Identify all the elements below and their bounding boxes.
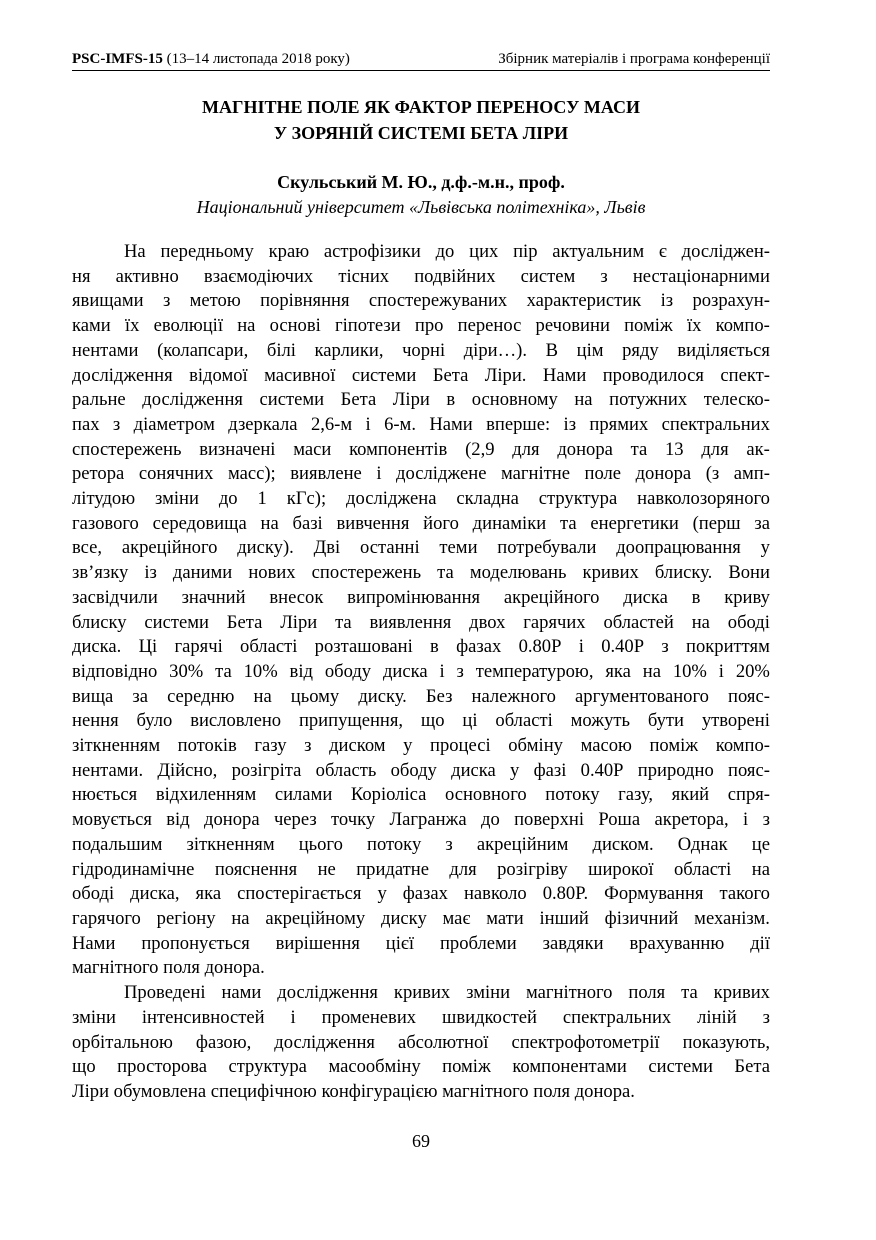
conference-info [72, 50, 350, 68]
paragraph [72, 240, 770, 981]
text-line: зміни інтенсивностей і променевих швидкостей спектральних ліній з [72, 1006, 770, 1028]
paper-title-line-1: МАГНІТНЕ ПОЛЕ ЯК ФАКТОР ПЕРЕНОСУ МАСИ [202, 97, 640, 117]
text-line: диска. Ці гарячі області розташовані в фазах 0.80P і 0.40P з покриттям [72, 636, 770, 658]
text-line: спостережень визначені маси компонентів (2,9 для донора та 13 для ак- [72, 438, 770, 460]
text-line: зв’язку із даними нових спостережень та моделювань кривих блиску. Вони [72, 562, 770, 584]
text-line: вища за середню на цьому диску. Без належного аргументованого пояс- [72, 685, 770, 707]
text-line: пах з діаметром дзеркала 2,6-м і 6-м. Нами вперше: із прямих спектральних [72, 413, 770, 435]
text-line: подальшим зіткненням цього потоку з акреційним диском. Однак це [72, 833, 770, 855]
author-line: Скульський М. Ю., д.ф.-м.н., проф. [277, 172, 565, 192]
text-line: нентами. Дійсно, розігріта область ободу диска у фазі 0.40P природно пояс- [72, 759, 770, 781]
text-line: гарячого регіону на акреційному диску має мати інший фізичний механізм. [72, 907, 770, 929]
text-line: Нами пропонується вирішення цієї проблеми завдяки врахуванню дії [72, 932, 770, 954]
text-line: зіткненням потоків газу з диском у процесі обміну масою поміж компо- [72, 735, 770, 757]
text-line: блиску системи Бета Ліри та виявлення двох гарячих областей на ободі [72, 611, 770, 633]
paper-title-line-2: У ЗОРЯНІЙ СИСТЕМІ БЕТА ЛІРИ [273, 123, 569, 143]
text-line: що просторова структура масообміну поміж компонентами системи Бета [72, 1056, 770, 1078]
text-line: нення було висловлено припущення, що ці області можуть бути утворені [72, 710, 770, 732]
text-line: дослідження відомої масивної системи Бета Ліри. Нами проводилося спект- [72, 364, 770, 386]
text-line: все, акреційного диску). Дві останні теми потребували доопрацювання у [72, 537, 770, 559]
text-line: ками їх еволюції на основі гіпотези про перенос речовини поміж їх компо- [72, 315, 770, 337]
text-line: мовується від донора через точку Лагранжа до поверхні Роша акретора, і з [72, 809, 770, 831]
conference-code: PSC-IMFS-15 [72, 51, 163, 67]
text-line: нюється відхиленням силами Коріоліса основного потоку газу, який спря- [72, 784, 770, 806]
text-line: засвідчили значний внесок випромінювання акреційного диска в криву [72, 586, 770, 608]
conference-dates: (13–14 листопада 2018 року) [166, 51, 350, 67]
text-line: ральне дослідження системи Бета Ліри в основному на потужних телеско- [72, 389, 770, 411]
text-line: орбітальною фазою, дослідження абсолютної спектрофотометрії показують, [72, 1031, 770, 1053]
text-line: ретора сонячних масс); виявлене і досліджене магнітне поле донора (з амп- [72, 463, 770, 485]
text-line: газового середовища на базі вивчення його динаміки та енергетики (перш за [72, 512, 770, 534]
paper-title [72, 94, 770, 146]
text-line: нентами (колапсари, білі карлики, чорні діри…). В цім ряду виділяється [72, 339, 770, 361]
affiliation-line: Національний університет «Львівська політехніка», Львів [196, 197, 646, 217]
text-line: Ліри обумовлена специфічною конфігурацією магнітного поля донора. [72, 1080, 635, 1102]
text-line: ободі диска, яка спостерігається у фазах навколо 0.80P. Формування такого [72, 883, 770, 905]
text-line: гідродинамічне пояснення не придатне для розігріву широкої області на [72, 858, 770, 880]
text-line: Проведені нами дослідження кривих зміни магнітного поля та кривих [124, 982, 770, 1004]
text-line: магнітного поля донора. [72, 957, 265, 979]
text-line: відповідно 30% та 10% від ободу диска і з температурою, яка на 10% і 20% [72, 660, 770, 682]
running-header [72, 50, 770, 71]
collection-title: Збірник матеріалів і програма конференції [498, 51, 770, 67]
page-number: 69 [412, 1131, 430, 1151]
text-line: ня активно взаємодіючих тісних подвійних систем з нестаціонарними [72, 265, 770, 287]
paragraph [72, 981, 770, 1105]
body-text [72, 240, 770, 1105]
text-line: явищами з метою порівняння спостережуваних характеристик із розрахун- [72, 290, 770, 312]
text-line: літудою зміни до 1 кГс); досліджена складна структура навколозоряного [72, 488, 770, 510]
text-line: На передньому краю астрофізики до цих пір актуальним є досліджен- [124, 241, 770, 262]
